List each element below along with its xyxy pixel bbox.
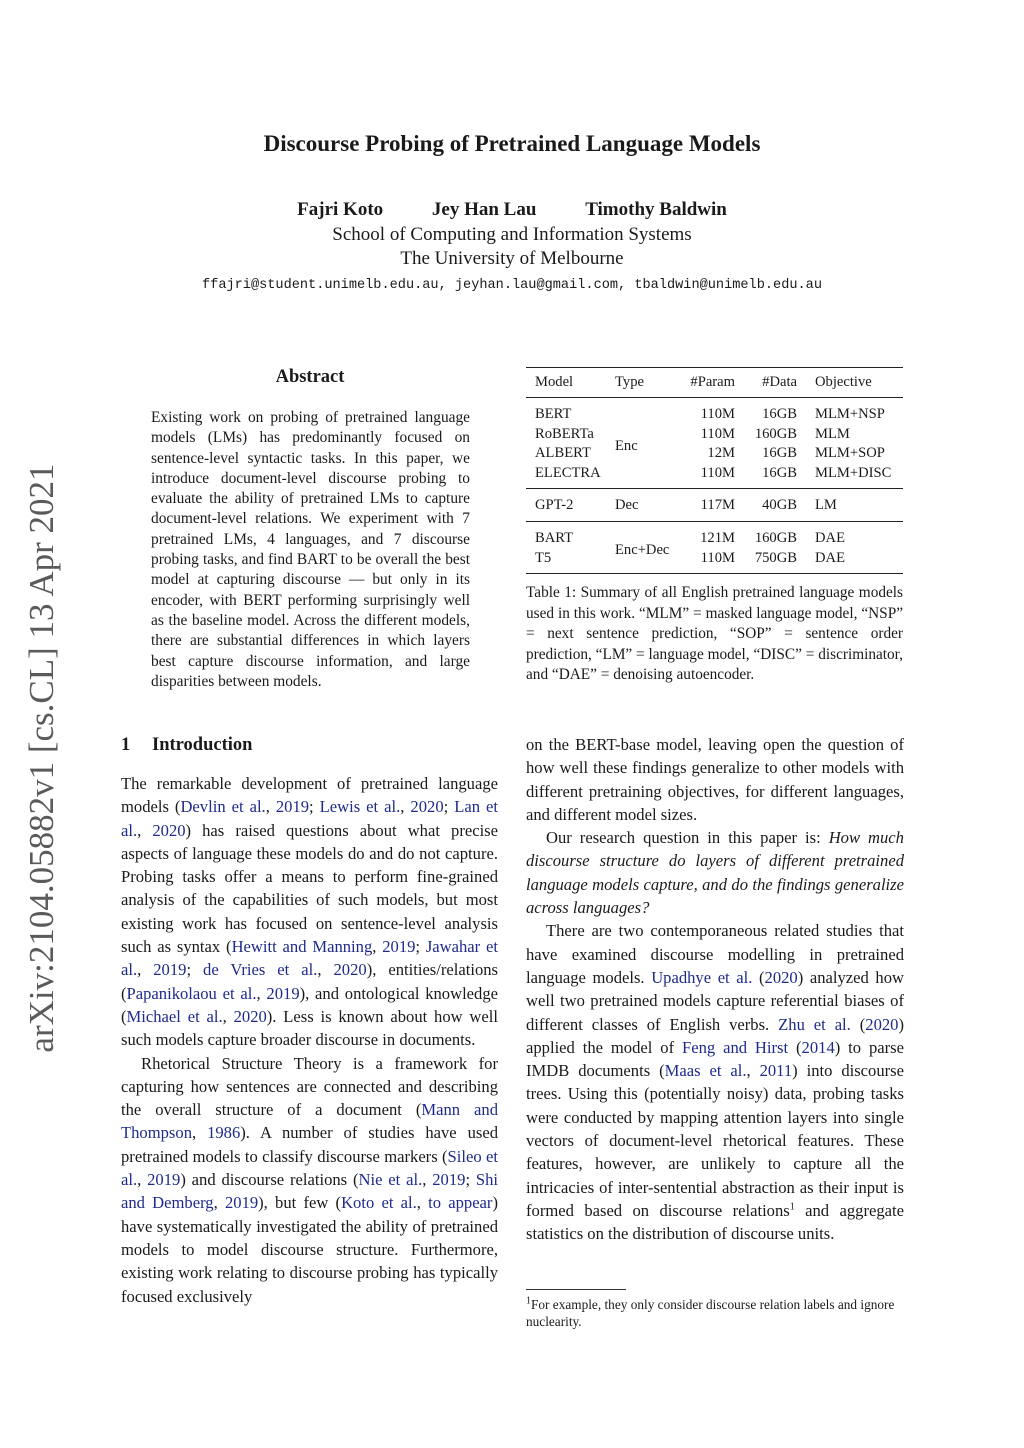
citation-link[interactable]: 2014 xyxy=(801,1037,835,1057)
table-row xyxy=(526,398,903,425)
citation-link[interactable]: 1986 xyxy=(207,1123,241,1143)
text-run: ( xyxy=(788,1037,802,1057)
citation-link[interactable]: Jawahar et al. xyxy=(121,937,498,980)
text-run: The remarkable development of pretrained language models ( xyxy=(121,774,498,817)
model-cell: T5 xyxy=(535,549,552,566)
text-run: ). Less is known about how well such models capture broader discourse in documents. xyxy=(121,1006,499,1050)
citation-link[interactable]: Nie et al. xyxy=(358,1170,423,1190)
section-number: 1 xyxy=(121,735,131,755)
text-run: , xyxy=(137,820,153,840)
text-run: ), and ontological knowledge ( xyxy=(121,983,499,1026)
text-run: ; xyxy=(186,960,204,980)
text-run: , xyxy=(137,960,154,980)
table-row xyxy=(526,489,903,522)
text-run: ). A number of studies have used pretrained models to classify discourse markers ( xyxy=(121,1123,498,1166)
text-run: , xyxy=(137,1170,148,1190)
section-heading xyxy=(121,735,252,756)
text-run: ) has raised questions about what precise aspects of language these models do and do not capture. Probing tasks offer a means to perform fine-grained analysis of the capabilities of such models, but most existing work has focused on sentence-level analysis such as syntax ( xyxy=(121,820,499,957)
objective-cell: MLM+NSP xyxy=(815,406,885,422)
text-run: ) and discourse relations ( xyxy=(180,1170,359,1190)
arxiv-identifier: arXiv:2104.05882v1 [cs.CL] 13 Apr 2021 xyxy=(22,463,61,1053)
column-header: #Param xyxy=(690,374,735,390)
footnote xyxy=(526,1296,904,1330)
type-cell: Enc xyxy=(615,437,638,454)
model-cell: BERT xyxy=(535,406,572,422)
text-run: There are two contemporaneous related studies that have examined discourse modelling in pretrained language models. xyxy=(526,921,904,987)
citation-link[interactable]: 2019 xyxy=(432,1170,466,1190)
right-column-body xyxy=(526,733,904,1246)
text-run: , xyxy=(265,797,276,817)
text-run: Our research question in this paper is: xyxy=(546,828,829,848)
citation-link[interactable]: Zhu et al. xyxy=(778,1014,851,1034)
citation-link[interactable]: Shi and Demberg xyxy=(121,1170,499,1213)
author-list xyxy=(0,199,1024,221)
research-question: How much discourse structure do layers of different pretrained language models capture, and do the findings generalize across languages? xyxy=(526,828,904,918)
text-run: ; xyxy=(465,1170,476,1190)
text-run: , xyxy=(416,1193,429,1213)
citation-link[interactable]: 2019 xyxy=(275,797,310,817)
objective-cell: MLM xyxy=(815,425,850,442)
text-run: , xyxy=(222,1006,234,1026)
citation-link[interactable]: Mann and Thompson xyxy=(121,1100,498,1143)
citation-link[interactable]: to appear xyxy=(428,1193,493,1213)
text-run: , xyxy=(317,960,334,980)
data-size-cell: 16GB xyxy=(762,464,797,481)
author-name: Timothy Baldwin xyxy=(585,199,727,220)
paragraph xyxy=(121,1052,498,1308)
text-run: ( xyxy=(752,967,765,987)
param-cell: 110M xyxy=(700,425,735,442)
text-run: ) to parse IMDB documents ( xyxy=(526,1037,904,1081)
citation-link[interactable]: 2011 xyxy=(759,1061,793,1081)
author-emails: ffajri@student.unimelb.edu.au, jeyhan.lau@gmail.com, tbaldwin@unimelb.edu.au xyxy=(202,278,822,293)
author-name: Fajri Koto xyxy=(297,199,384,220)
citation-link[interactable]: 2019 xyxy=(147,1170,181,1190)
citation-link[interactable]: 2020 xyxy=(865,1014,899,1034)
footnote-rule xyxy=(526,1289,626,1290)
param-cell: 12M xyxy=(707,445,735,462)
table-row xyxy=(526,549,903,574)
abstract-text: Existing work on probing of pretrained language models (LMs) has predominantly focused on sentence-level syntactic tasks. In this paper, we introduce document-level discourse probing to evaluate the ability of pretrained LMs to capture document-level relations. We experiment with 7 pretrained LMs, 4 languages, and 7 discourse probing tasks, and find BART to be overall the best model at capturing discourse — but only in its encoder, with BERT performing surprisingly well as the baseline model. Across the different models, there are substantial differences in which layers best capture discourse information, and large disparities between models. xyxy=(151,409,470,690)
text-run: , xyxy=(746,1061,760,1081)
column-header: Objective xyxy=(815,374,872,390)
citation-link[interactable]: 2020 xyxy=(410,797,444,817)
text-run: , xyxy=(422,1170,433,1190)
table-header-group xyxy=(526,368,903,398)
param-cell: 110M xyxy=(700,464,735,481)
section-title: Introduction xyxy=(152,735,253,755)
table-caption: Table 1: Summary of all English pretrained language models used in this work. “MLM” = masked language model, “NSP” = next sentence prediction, “SOP” = sentence order prediction, “LM” = language model, “DISC” = discriminator, and “DAE” = denoising autoencoder. xyxy=(526,584,903,684)
abstract-heading: Abstract xyxy=(275,367,345,387)
citation-link[interactable]: 2019 xyxy=(224,1193,259,1213)
text-run: ) analyzed how well two pretrained models capture referential biases of different classes of English verbs. xyxy=(526,967,904,1034)
data-size-cell: 40GB xyxy=(762,497,797,514)
data-size-cell: 160GB xyxy=(754,529,797,546)
model-cell: BART xyxy=(535,529,574,546)
model-cell: ALBERT xyxy=(535,445,591,462)
paragraph xyxy=(526,733,904,826)
type-cell: Enc+Dec xyxy=(615,542,670,559)
footnote-ref[interactable]: 1 xyxy=(789,1201,795,1213)
objective-cell: DAE xyxy=(815,529,845,546)
citation-link[interactable]: Sileo et al. xyxy=(121,1146,498,1190)
citation-link[interactable]: 2019 xyxy=(382,937,416,957)
citation-link[interactable]: 2020 xyxy=(333,960,367,980)
text-run: on the BERT-base model, leaving open the question of how well these findings generalize to other models with different pretraining objectives, for different languages, and different model sizes. xyxy=(526,735,904,824)
table-body xyxy=(526,398,903,574)
paragraph xyxy=(526,919,904,1245)
left-column-body xyxy=(121,772,498,1308)
citation-link[interactable]: Papanikolaou et al. xyxy=(126,983,257,1003)
text-run: ) have systematically investigated the ability of pretrained models to model discourse structure. Furthermore, existing work relating to discourse probing has typically focused exclusively xyxy=(121,1193,498,1306)
citation-link[interactable]: Maas et al. xyxy=(664,1061,747,1081)
table-row xyxy=(526,425,903,445)
text-run: , xyxy=(256,983,267,1003)
citation-link[interactable]: Lewis et al. xyxy=(319,797,401,817)
text-run: ; xyxy=(309,797,320,817)
text-run: ) applied the model of xyxy=(526,1014,904,1057)
text-run: ( xyxy=(850,1014,866,1034)
citation-link[interactable]: Upadhye et al. xyxy=(651,967,753,987)
data-size-cell: 16GB xyxy=(762,406,797,422)
author-name: Jey Han Lau xyxy=(431,199,537,220)
text-run: ) into discourse trees. Using this (potentially noisy) data, probing tasks were conducted by mapping attention layers into single vectors of document-level rhetorical features. These features, however, are unlikely to capture all the intricacies of inter-sentential abstraction as their input is formed based on discourse relations xyxy=(526,1061,904,1220)
column-header: #Data xyxy=(762,374,797,390)
citation-link[interactable]: Koto et al. xyxy=(341,1193,417,1213)
citation-link[interactable]: 2020 xyxy=(764,967,798,987)
text-run: Rhetorical Structure Theory is a framework for capturing how sentences are connected and describing the overall structure of a document ( xyxy=(121,1053,498,1120)
model-cell: GPT-2 xyxy=(535,497,574,514)
column-header: Type xyxy=(615,374,644,390)
citation-link[interactable]: 2019 xyxy=(266,983,300,1003)
citation-link[interactable]: Michael et al. xyxy=(126,1006,223,1026)
data-size-cell: 750GB xyxy=(754,549,797,566)
affiliation-school: School of Computing and Information Systems xyxy=(332,224,692,245)
param-cell: 121M xyxy=(700,529,735,546)
model-cell: ELECTRA xyxy=(535,464,601,481)
param-cell: 110M xyxy=(700,406,735,422)
text-run: , xyxy=(213,1193,225,1213)
table-header-row xyxy=(526,368,903,398)
footnote-text: For example, they only consider discourse relation labels and ignore nuclearity. xyxy=(526,1297,895,1329)
table-row xyxy=(526,464,903,489)
model-summary-table xyxy=(526,367,903,574)
param-cell: 110M xyxy=(700,549,735,566)
type-cell: Dec xyxy=(615,497,639,514)
text-run: ), entities/relations ( xyxy=(121,960,499,1003)
text-run: ), but few ( xyxy=(258,1193,342,1213)
citation-link[interactable]: Hewitt and Manning xyxy=(231,937,373,957)
paper-title: Discourse Probing of Pretrained Language Models xyxy=(263,131,761,156)
param-cell: 117M xyxy=(700,497,735,514)
column-header: Model xyxy=(535,374,574,390)
objective-cell: LM xyxy=(815,497,837,514)
data-size-cell: 16GB xyxy=(762,445,797,462)
table-row xyxy=(526,521,903,548)
objective-cell: DAE xyxy=(815,549,845,566)
table-row xyxy=(526,444,903,464)
footnote-mark: 1 xyxy=(526,1295,531,1307)
model-cell: RoBERTa xyxy=(535,425,594,442)
citation-link[interactable]: de Vries et al. xyxy=(203,960,318,980)
text-run: , xyxy=(400,797,411,817)
text-run: , xyxy=(192,1123,208,1143)
text-run: , xyxy=(372,937,383,957)
citation-link[interactable]: Feng and Hirst xyxy=(682,1037,789,1057)
text-run: and aggregate statistics on the distribution of discourse units. xyxy=(526,1200,904,1244)
paragraph xyxy=(121,772,498,1052)
citation-link[interactable]: Devlin et al. xyxy=(180,797,266,817)
citation-link[interactable]: 2020 xyxy=(152,820,186,840)
citation-link[interactable]: Lan et al. xyxy=(121,797,498,840)
data-size-cell: 160GB xyxy=(754,425,797,442)
objective-cell: MLM+DISC xyxy=(815,464,892,481)
paragraph xyxy=(526,826,904,919)
objective-cell: MLM+SOP xyxy=(815,445,885,462)
text-run: ; xyxy=(443,797,455,817)
affiliation-university: The University of Melbourne xyxy=(400,248,624,269)
citation-link[interactable]: 2020 xyxy=(233,1006,267,1026)
text-run: ; xyxy=(415,937,426,957)
citation-link[interactable]: 2019 xyxy=(153,960,187,980)
